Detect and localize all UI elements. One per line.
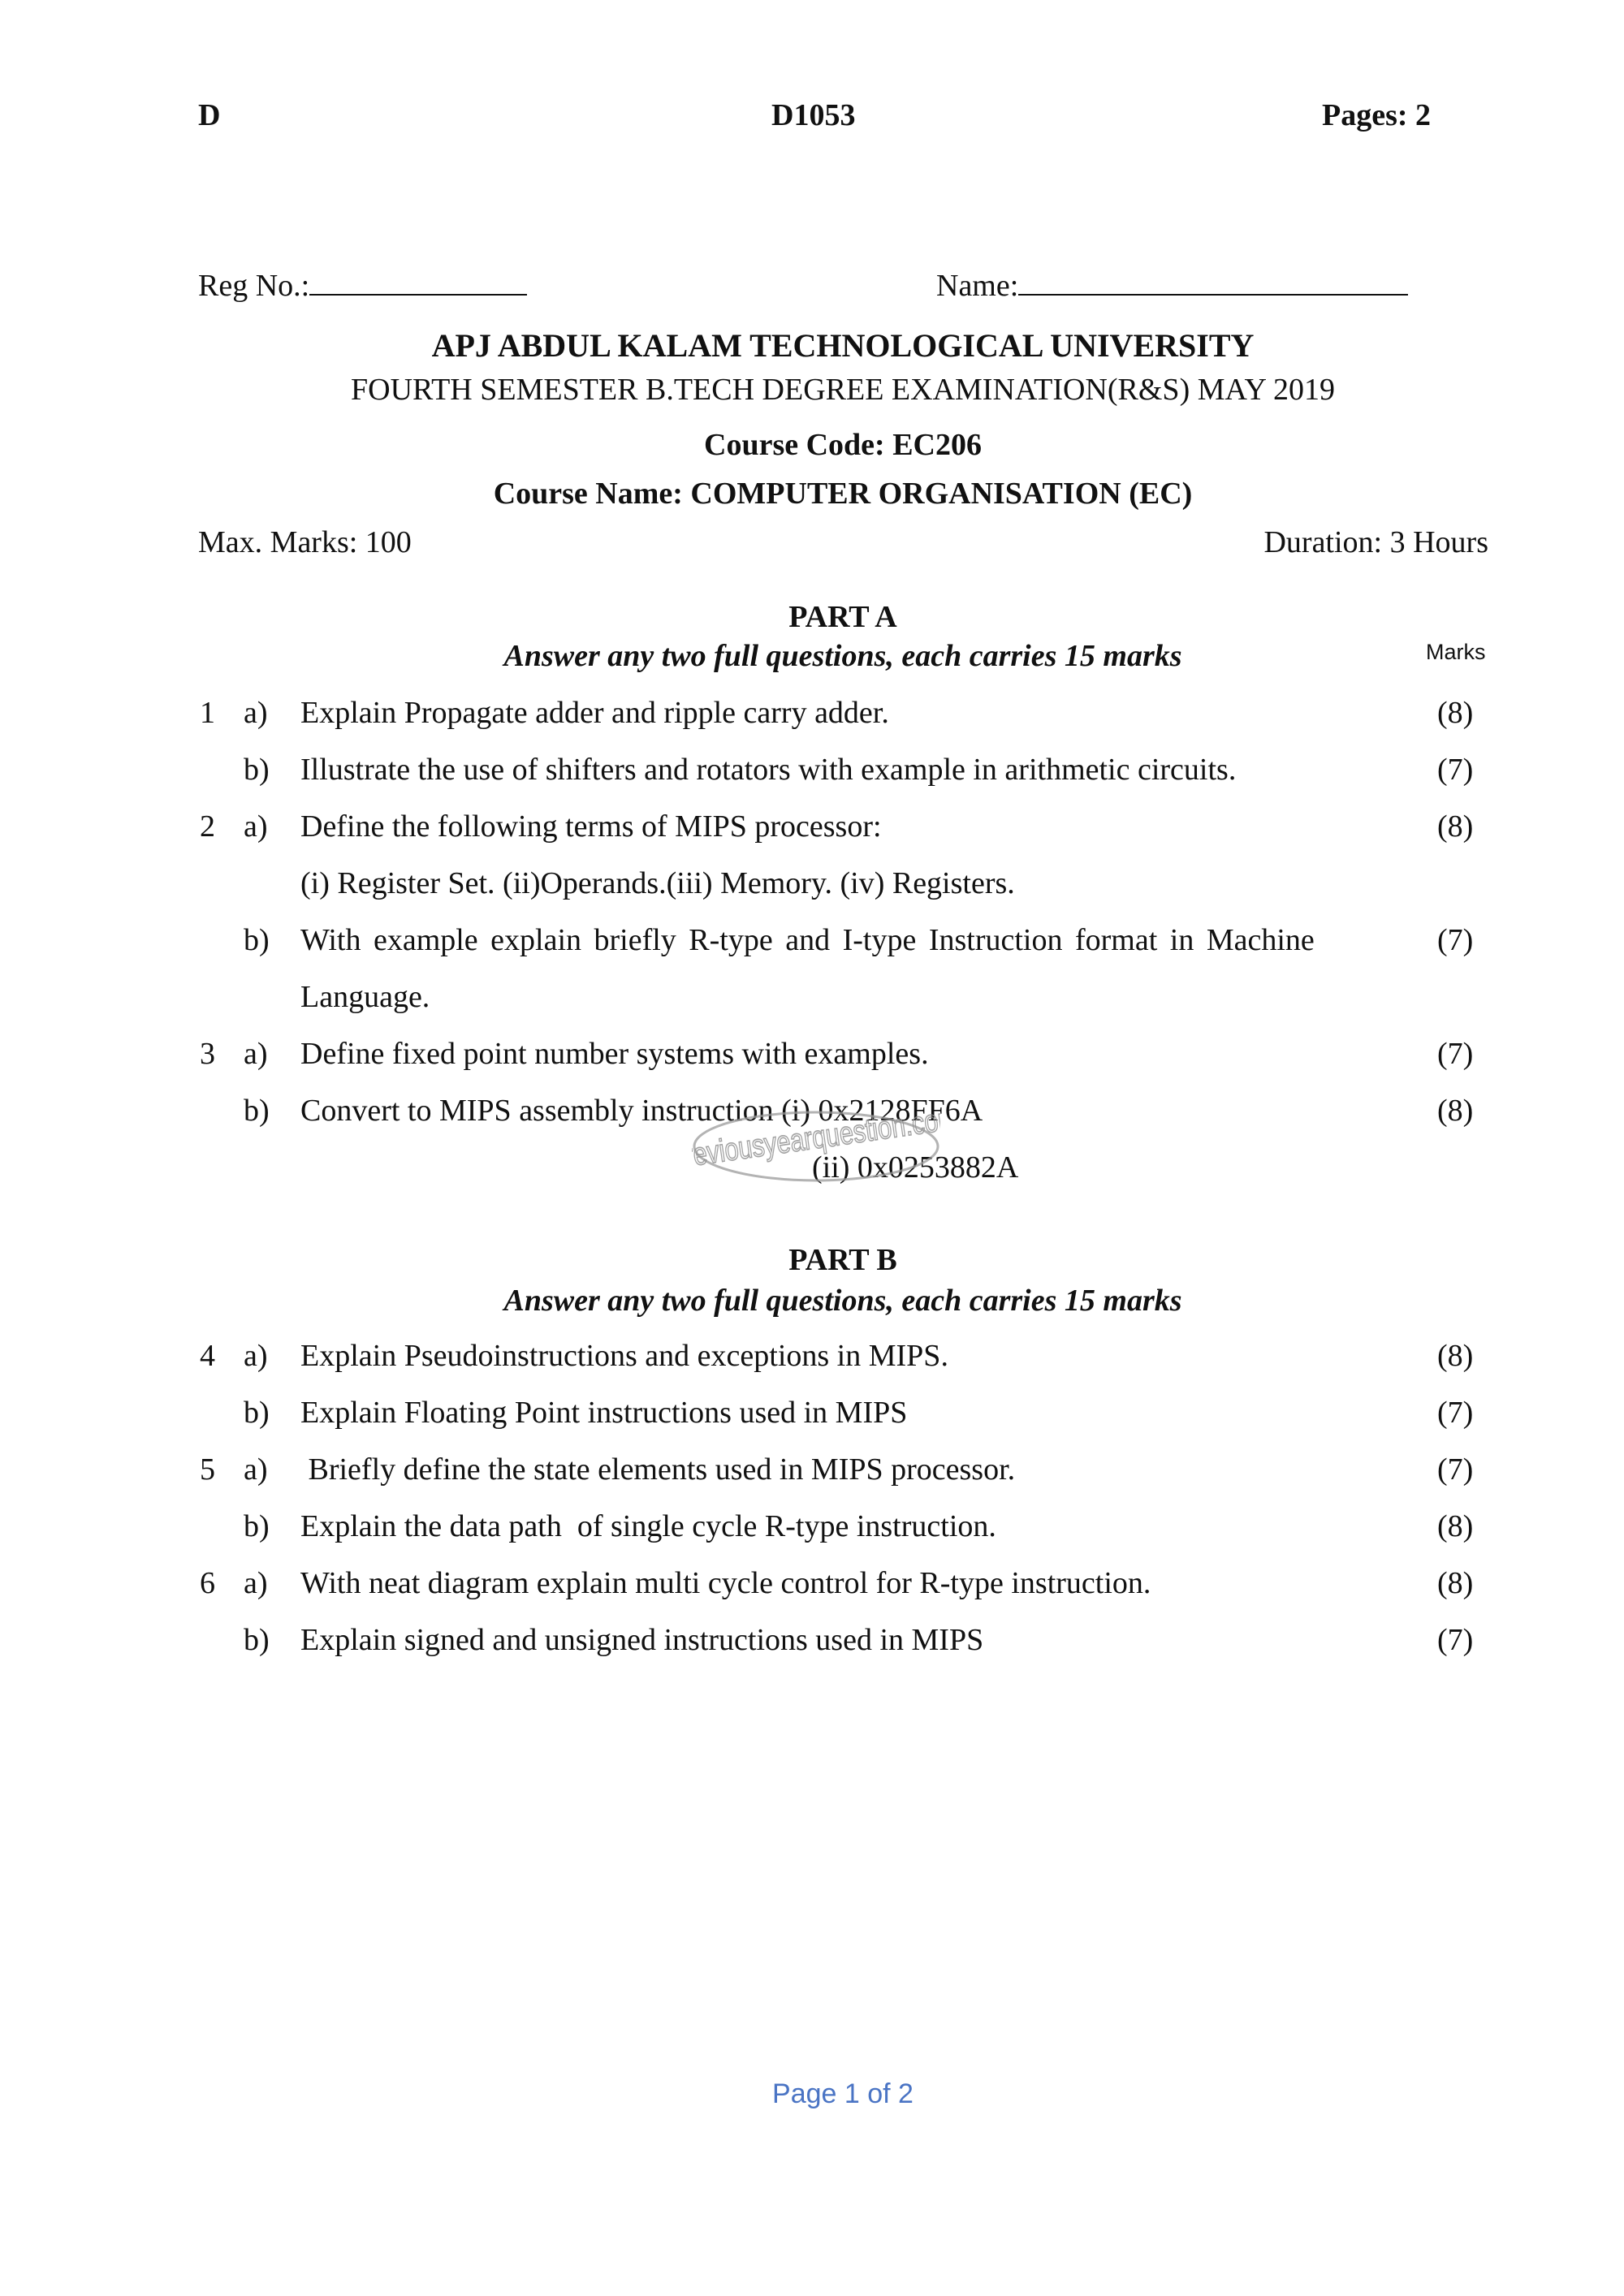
question-text: Explain Floating Point instructions used in MIPS [300,1396,908,1430]
paper-code: D1053 [771,98,856,132]
question-marks: (7) [1437,1037,1474,1071]
watermark-logo [692,1109,940,1184]
sub-question-label: a) [244,696,268,730]
question-text: Convert to MIPS assembly instruction (i) 0x2128FF6A [300,1094,983,1128]
question-text: Explain signed and unsigned instructions used in MIPS [300,1623,984,1657]
question-text-continued: (ii) 0x0253882A [812,1150,1019,1185]
question-marks: (7) [1437,1396,1474,1430]
sub-question-label: b) [244,1094,270,1128]
question-marks: (8) [1437,1339,1474,1373]
question-text: Briefly define the state elements used in MIPS processor. [300,1452,1016,1487]
question-number: 1 [200,696,215,730]
sub-question-label: a) [244,1037,268,1071]
part-b-instruction: Answer any two full questions, each carries 15 marks [503,1284,1182,1318]
question-marks: (8) [1437,1094,1474,1128]
question-text: With neat diagram explain multi cycle control for R-type instruction. [300,1566,1151,1600]
sub-question-label: a) [244,1339,268,1373]
question-marks: (7) [1437,923,1474,957]
sub-question-label: b) [244,1396,270,1430]
question-text: Explain Propagate adder and ripple carry adder. [300,696,889,730]
question-text: Define fixed point number systems with examples. [300,1037,929,1071]
reg-no-blank [309,270,527,296]
exam-title: FOURTH SEMESTER B.TECH DEGREE EXAMINATION(R&S) MAY 2019 [351,373,1335,407]
max-marks: Max. Marks: 100 [198,525,412,559]
name-label: Name: [936,269,1019,303]
question-number: 5 [200,1452,215,1487]
sub-question-label: b) [244,923,270,957]
question-marks: (8) [1437,809,1474,844]
reg-no-field [198,268,527,304]
name-field [936,268,1408,304]
course-name: Course Name: COMPUTER ORGANISATION (EC) [493,477,1193,511]
question-marks: (7) [1437,1623,1474,1657]
watermark-stamp [692,1109,940,1184]
question-marks: (7) [1437,1452,1474,1487]
question-number: 3 [200,1037,215,1071]
question-text-continued: (i) Register Set. (ii)Operands.(iii) Memory. (iv) Registers. [300,866,1015,900]
paper-series: D [198,98,221,132]
university-name: APJ ABDUL KALAM TECHNOLOGICAL UNIVERSITY [431,327,1255,364]
question-number: 4 [200,1339,215,1373]
question-text-continued: Language. [300,980,430,1014]
question-marks: (7) [1437,753,1474,787]
sub-question-label: a) [244,1452,268,1487]
page-footer: Page 1 of 2 [772,2078,914,2109]
sub-question-label: b) [244,753,270,787]
marks-column-header: Marks [1426,640,1486,664]
part-a-title: PART A [788,600,897,634]
reg-no-label: Reg No.: [198,269,310,303]
svg-text:previousyearquestion.com: previousyearquestion.com [692,1109,940,1176]
sub-question-label: a) [244,1566,268,1600]
question-text: With example explain briefly R-type and I-type Instruction format in Machine [300,923,1315,957]
question-marks: (8) [1437,696,1474,730]
question-number: 6 [200,1566,215,1600]
duration: Duration: 3 Hours [1263,525,1488,559]
course-code: Course Code: EC206 [704,428,982,462]
question-text: Explain Pseudoinstructions and exceptions in MIPS. [300,1339,948,1373]
sub-question-label: a) [244,809,268,844]
name-blank [1018,270,1408,296]
sub-question-label: b) [244,1623,270,1657]
question-text: Explain the data path of single cycle R-type instruction. [300,1509,996,1543]
question-number: 2 [200,809,215,844]
part-b-title: PART B [788,1243,897,1277]
part-a-instruction: Answer any two full questions, each carries 15 marks [503,639,1182,673]
question-marks: (8) [1437,1566,1474,1600]
question-text: Define the following terms of MIPS processor: [300,809,882,844]
question-marks: (8) [1437,1509,1474,1543]
sub-question-label: b) [244,1509,270,1543]
page-count: Pages: 2 [1322,98,1432,132]
question-text: Illustrate the use of shifters and rotators with example in arithmetic circuits. [300,753,1237,787]
